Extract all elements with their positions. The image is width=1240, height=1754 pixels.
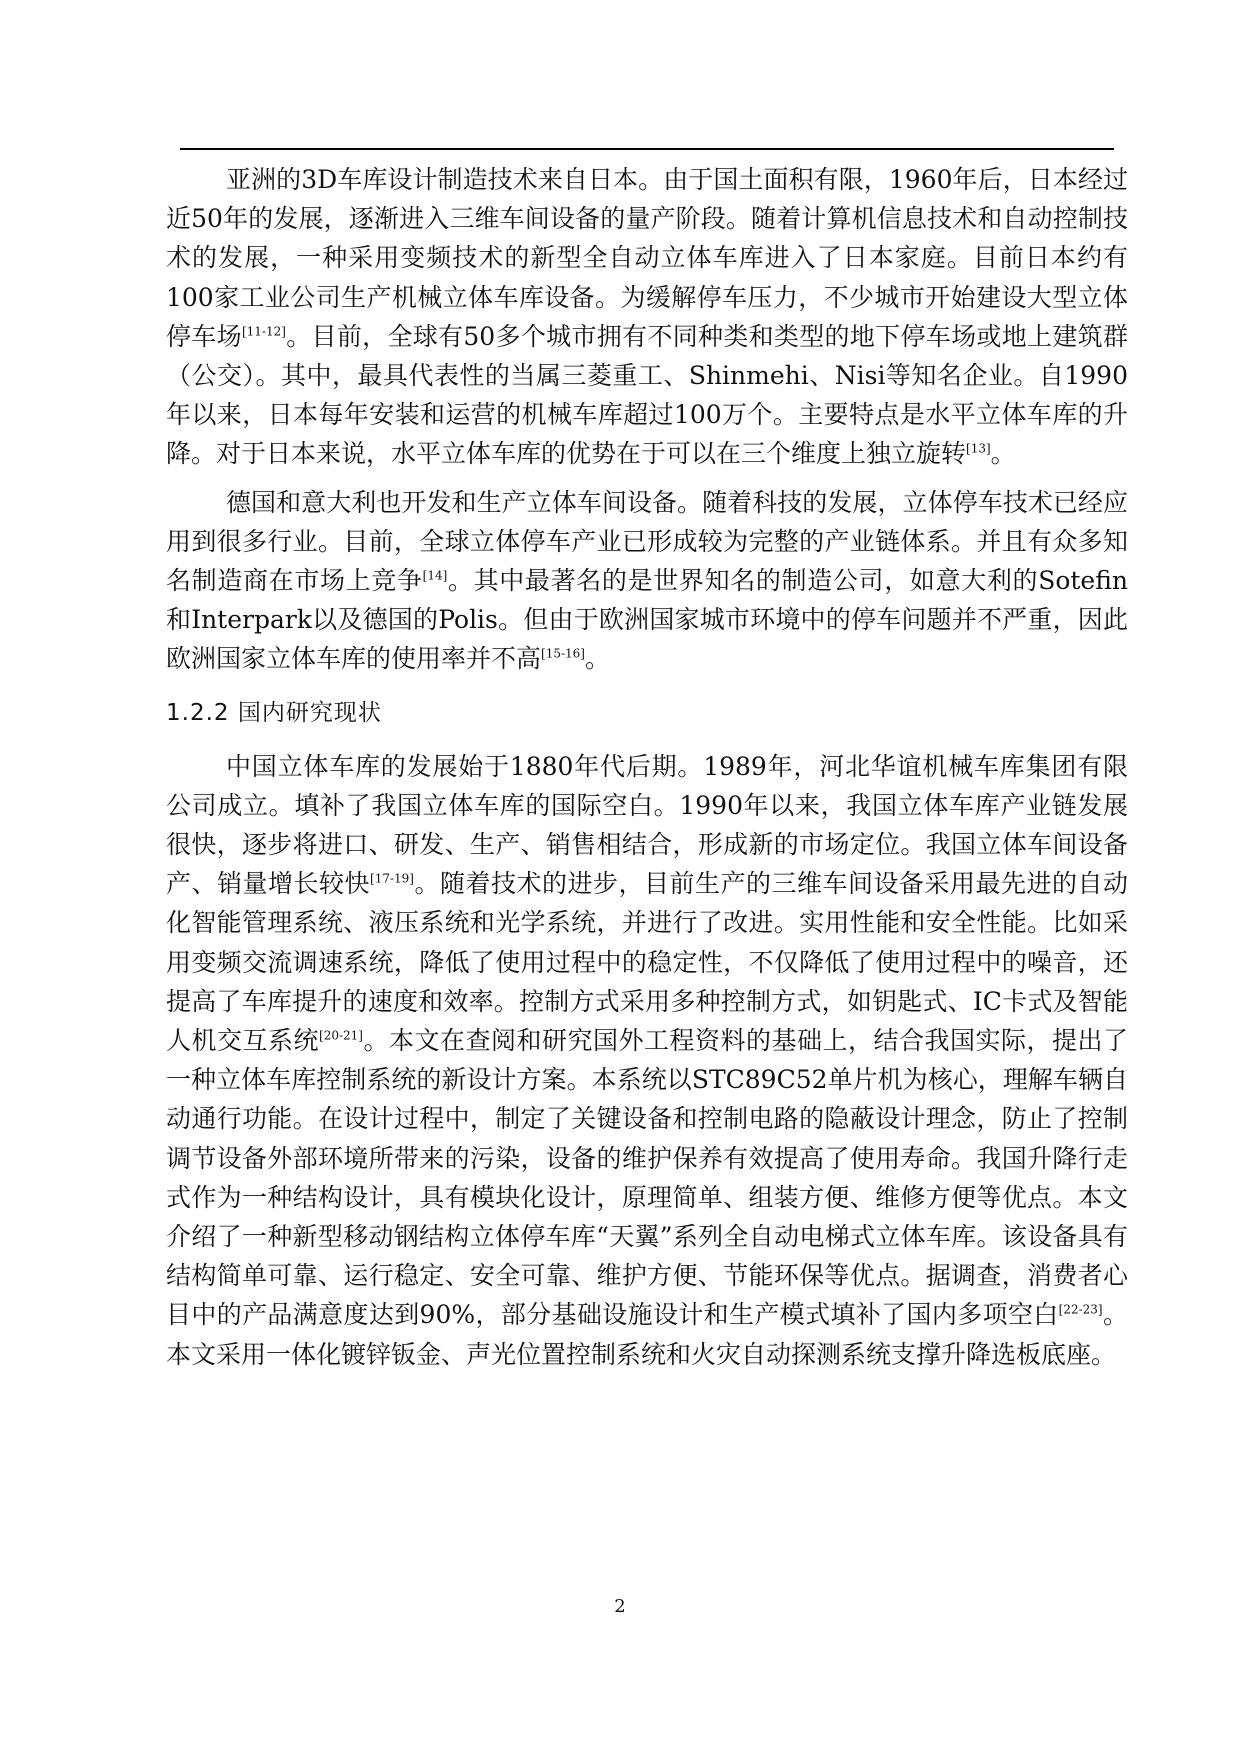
paragraph-text: 。本文采用一体化镀锌钣金、声光位置控制系统和火灾自动探测系统支撑升降选板底座。: [166, 1300, 1128, 1369]
document-body: [166, 160, 1128, 1374]
paragraph-text: 亚洲的3D车库设计制造技术来自日本。由于国土面积有限，1960年后，日本经过近50年的发展，逐渐进入三维车间设备的量产阶段。随着计算机信息技术和自动控制技术的发展，一种采用变频技术的新型全自动立体车库进入了日本家庭。目前日本约有100家工业公司生产机械立体车库设备。为缓解停车压力，不少城市开始建设大型立体停车场: [166, 165, 1128, 351]
paragraph-text: 。目前，全球有50多个城市拥有不同种类和类型的地下停车场或地上建筑群（公交）。其中，最具代表性的当属三菱重工、Shinmehi、Nisi等知名企业。自1990年以来，日本每年安装和运营的机械车库超过100万个。主要特点是水平立体车库的升降。对于日本来说，水平立体车库的优势在于可以在三个维度上独立旋转: [166, 321, 1128, 469]
citation-mark: [11-12]: [241, 324, 286, 339]
paragraph-domestic: [166, 747, 1128, 1374]
citation-mark: [13]: [966, 442, 991, 457]
paragraph-japan: [166, 160, 1128, 474]
header-rule: [180, 148, 1114, 150]
paragraph-text: 。本文在查阅和研究国外工程资料的基础上，结合我国实际，提出了一种立体车库控制系统的新设计方案。本系统以STC89C52单片机为核心，理解车辆自动通行功能。在设计过程中，制定了关键设备和控制电路的隐蔽设计理念，防止了控制调节设备外部环境所带来的污染，设备的维护保养有效提高了使用寿命。我国升降行走式作为一种结构设计，具有模块化设计，原理简单、组装方便、维修方便等优点。本文介绍了一种新型移动钢结构立体停车库“天翼”系列全自动电梯式立体车库。该设备具有结构简单可靠、运行稳定、安全可靠、维护方便、节能环保等优点。据调查，消费者心目中的产品满意度达到90%，部分基础设施设计和生产模式填补了国内多项空白: [166, 1026, 1128, 1330]
page-number: 2: [614, 1596, 626, 1617]
citation-mark: [22-23]: [1058, 1303, 1103, 1318]
citation-mark: [17-19]: [370, 871, 414, 886]
citation-mark: [15-16]: [541, 647, 585, 662]
paragraph-europe: [166, 483, 1128, 679]
paragraph-text: 。随着技术的进步，目前生产的三维车间设备采用最先进的自动化智能管理系统、液压系统和光学系统，并进行了改进。实用性能和安全性能。比如采用变频交流调速系统，降低了使用过程中的稳定性，不仅降低了使用过程中的噪音，还提高了车库提升的速度和效率。控制方式采用多种控制方式，如钥匙式、IC卡式及智能人机交互系统: [166, 869, 1128, 1056]
paragraph-text: 中国立体车库的发展始于1880年代后期。1989年，河北华谊机械车库集团有限公司成立。填补了我国立体车库的国际空白。1990年以来，我国立体车库产业链发展很快，逐步将进口、研发、生产、销售相结合，形成新的市场定位。我国立体车间设备产、销量增长较快: [166, 751, 1128, 899]
citation-mark: [14]: [422, 568, 448, 583]
paragraph-text: 。: [990, 439, 1016, 469]
paragraph-text: 。其中最著名的是世界知名的制造公司，如意大利的Sotefin和Interpark以及德国的Polis。但由于欧洲国家城市环境中的停车问题并不严重，因此欧洲国家立体车库的使用率并不高: [166, 566, 1128, 674]
paragraph-text: 。: [584, 644, 610, 674]
paragraph-text: 德国和意大利也开发和生产立体车间设备。随着科技的发展，立体停车技术已经应用到很多行业。目前，全球立体停车产业已形成较为完整的产业链体系。并且有众多知名制造商在市场上竞争: [166, 487, 1128, 596]
citation-mark: [20-21]: [319, 1028, 363, 1043]
section-heading: 1.2.2 国内研究现状: [166, 699, 382, 726]
